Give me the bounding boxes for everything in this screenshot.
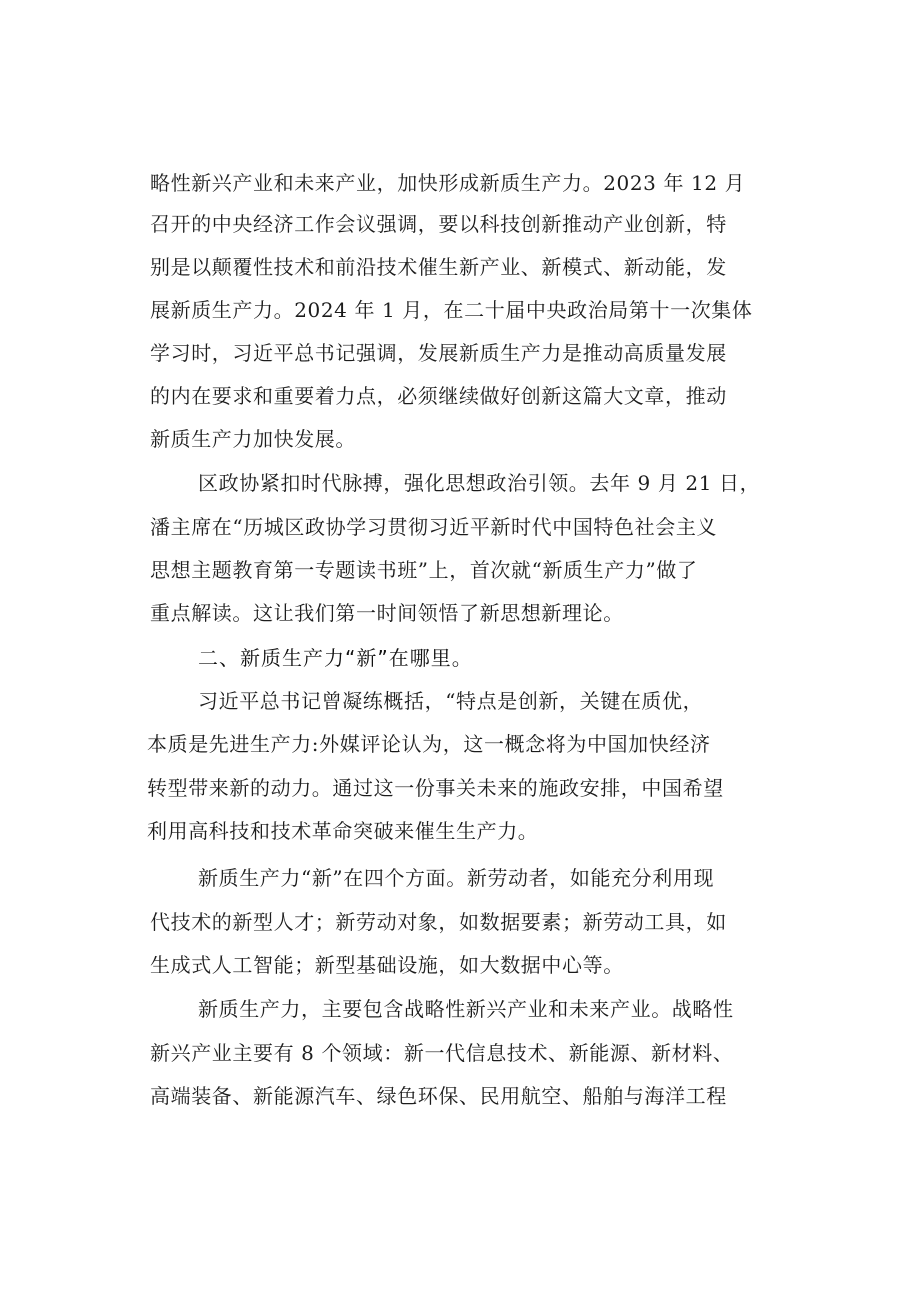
text-line-8: 区政协紧扣时代脉搏，强化思想政治引领。去年 9 月 21 日， bbox=[198, 471, 761, 495]
text-line-11: 重点解读。这让我们第一时间领悟了新思想新理论。 bbox=[150, 601, 624, 625]
text-line-21: 高端装备、新能源汽车、绿色环保、民用航空、船舶与海洋工程 bbox=[150, 1084, 727, 1108]
text-line-13: 本质是先进生产力:外媒评论认为，这一概念将为中国加快经济 bbox=[147, 732, 711, 756]
text-line-4: 展新质生产力。2024 年 1 月，在二十届中央政治局第十一次集体 bbox=[150, 298, 753, 322]
text-line-16: 新质生产力“新”在四个方面。新劳动者，如能充分利用现 bbox=[198, 866, 715, 890]
text-line-18: 生成式人工智能；新型基础设施，如大数据中心等。 bbox=[150, 953, 624, 977]
text-line-20: 新兴产业主要有 8 个领域：新一代信息技术、新能源、新材料、 bbox=[150, 1041, 734, 1065]
text-line-15: 利用高科技和技术革命突破来催生生产力。 bbox=[147, 819, 539, 843]
text-line-5: 学习时，习近平总书记强调，发展新质生产力是推动高质量发展 bbox=[150, 341, 727, 365]
text-line-19: 新质生产力，主要包含战略性新兴产业和未来产业。战略性 bbox=[198, 997, 734, 1021]
text-line-7: 新质生产力加快发展。 bbox=[150, 427, 356, 451]
text-line-1: 略性新兴产业和未来产业，加快形成新质生产力。2023 年 12 月 bbox=[150, 171, 746, 195]
text-line-9: 潘主席在“历城区政协学习贯彻习近平新时代中国特色社会主义 bbox=[150, 515, 718, 539]
text-line-12: 习近平总书记曾凝练概括，“特点是创新，关键在质优， bbox=[198, 689, 704, 713]
text-line-2: 召开的中央经济工作会议强调，要以科技创新推动产业创新，特 bbox=[150, 212, 727, 236]
text-line-3: 别是以颠覆性技术和前沿技术催生新产业、新模式、新动能，发 bbox=[150, 255, 727, 279]
text-line-17: 代技术的新型人才；新劳动对象，如数据要素；新劳动工具，如 bbox=[150, 910, 727, 934]
section-heading: 二、新质生产力“新”在哪里。 bbox=[198, 646, 473, 670]
text-line-10: 思想主题教育第一专题读书班”上，首次就“新质生产力”做了 bbox=[150, 558, 698, 582]
text-line-6: 的内在要求和重要着力点，必须继续做好创新这篇大文章，推动 bbox=[150, 384, 727, 408]
text-line-14: 转型带来新的动力。通过这一份事关未来的施政安排，中国希望 bbox=[147, 776, 724, 800]
